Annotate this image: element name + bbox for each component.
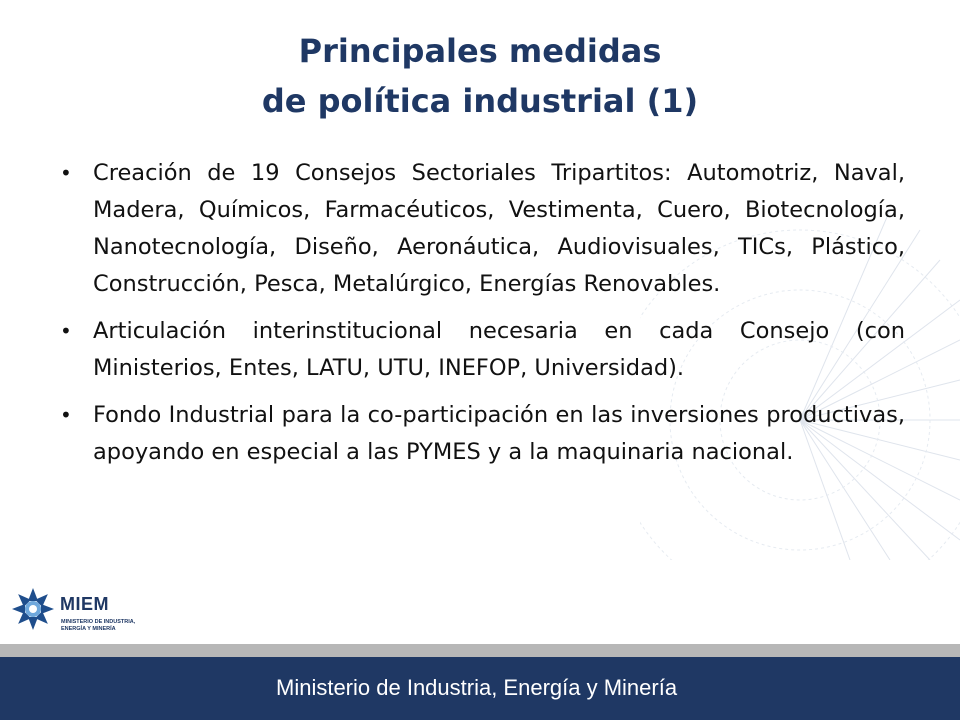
bullet-item-fondo	[60, 397, 905, 471]
footer-ministry-text: Ministerio de Industria, Energía y Minería	[276, 675, 678, 700]
title-line-2: de política industrial (1)	[261, 82, 699, 120]
bullet-item-articulacion	[60, 313, 905, 387]
miem-logo	[10, 586, 160, 638]
bullet-text-fondo: Fondo Industrial para la co-participación en las inversiones productivas, apoyando en especial a las PYMES y a la maquinaria nacional.	[93, 402, 905, 465]
bullet-text-consejos: Creación de 19 Consejos Sectoriales Tripartitos: Automotriz, Naval, Madera, Químicos, Farmacéuticos, Vestimenta, Cuero, Biotecnología, Nanotecnología, Diseño, Aeronáutica, Audiovisuales, TICs, Plástico, Construcción, Pesca, Metalúrgico, Energías Renovables.	[93, 160, 905, 297]
footer-gray-band	[0, 644, 960, 657]
slide-title	[60, 26, 900, 126]
bullet-dot: •	[60, 319, 72, 343]
logo-name: MIEM	[60, 594, 109, 614]
bullet-text-articulacion: Articulación interinstitucional necesaria en cada Consejo (con Ministerios, Entes, LATU, UTU, INEFOP, Universidad).	[93, 318, 905, 381]
miem-star-icon	[10, 586, 56, 632]
title-line-1: Principales medidas	[298, 32, 662, 70]
logo-subtitle	[61, 619, 161, 633]
bullet-dot: •	[60, 403, 72, 427]
footer-bar	[0, 657, 960, 720]
bullet-list	[60, 155, 905, 481]
bullet-item-consejos	[60, 155, 905, 303]
logo-subtitle-line-2: ENERGÍA Y MINERÍA	[61, 626, 116, 632]
bullet-dot: •	[60, 161, 72, 185]
logo-subtitle-line-1: MINISTERIO DE INDUSTRIA,	[61, 619, 136, 625]
